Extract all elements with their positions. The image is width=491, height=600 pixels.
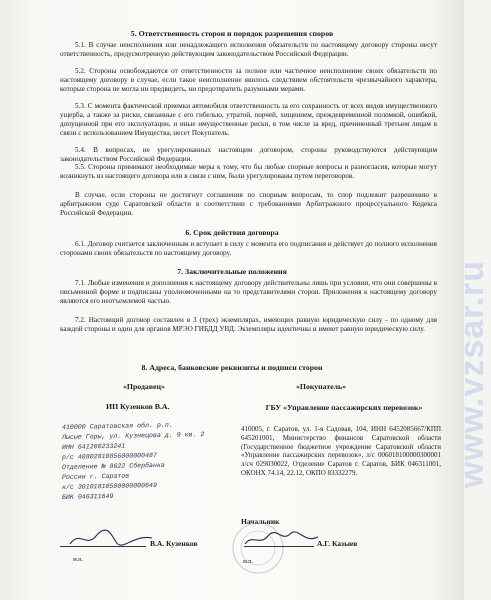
seller-corr-account: к/с 30101810500000000649	[61, 482, 158, 491]
section-7-heading: 7. Заключительные положения	[177, 267, 287, 276]
clause-7-2: 7.2. Настоящий договор составлен в 3 (трех) экземплярах, имеющих равную юридическую силу - по одному для каждой стороны и один для органов МРЭО ГИБДД УВД. Экземпляры идентичны и имеют равную юридическую силу.	[60, 316, 437, 333]
seller-bank: Отделение № 8622 Сбербанка	[61, 461, 165, 471]
clause-7-1: 7.1. Любые изменения и дополнения к настоящему договору действительны лишь при условии, что они совершены в письменной форме и подписаны уполномоченными на то представителями сторон. Приложения к настоящему договору являются его неотъемлемой частью.	[60, 279, 437, 305]
buyer-signatory: А.Г. Казыев	[317, 539, 358, 548]
seller-stamp-mark: м.п.	[73, 557, 84, 563]
seller-bank-city: России г. Саратов	[61, 472, 130, 481]
buyer-name: ГБУ «Управление пассажирских перевозок»	[265, 403, 423, 412]
section-5-heading: 5. Ответственность сторон и порядок разрешения споров	[130, 29, 334, 38]
seller-name: ИП Кузенков В.А.	[106, 402, 170, 411]
seller-bik: БИК 046311649	[61, 492, 114, 501]
buyer-label: «Покупатель»	[296, 382, 347, 391]
seller-inn: ИНН 641200233241	[61, 442, 126, 451]
seller-address-line: Лысые Горы, ул. Кузнецова д. 9 кв. 2	[61, 431, 205, 441]
seller-signature-icon	[66, 526, 156, 550]
clause-5-2: 5.2. Стороны освобождаются от ответственности за полное или частичное неисполнение своих обязательств по настоящему договору в случае, если такое неисполнение явилось следствием обстоятельств чрезвычайного характера, которые сторона не могла ни предвидеть, ни предотвратить разумными мерами.	[60, 67, 437, 93]
clause-5-5: 5.5. Стороны принимают необходимые меры к тому, что бы любые спорные вопросы и разногласия, которые могут возникнуть из настоящего договора или в связи с ним, были урегулированы путем переговоров.	[60, 163, 437, 180]
buyer-stamp-mark: м.п.	[243, 559, 254, 565]
clause-5-1: 5.1. В случае неисполнения или ненадлежащего исполнения обязательств по настоящему договору стороны несут ответственность, предусмотренную действующим законодательством Российской Федерации.	[60, 41, 437, 58]
section-8-heading: 8. Адреса, банковские реквизиты и подписи сторон	[141, 363, 323, 372]
clause-5-dispute: В случае, если стороны не достигнут соглашения по спорным вопросам, то спор подлежит разрешению в арбитражном суде Саратовской области в соответствии с требованиями Арбитражного процессуального Кодекса Российской Федерации.	[60, 191, 437, 217]
seller-label: «Продавец»	[123, 382, 165, 391]
clause-5-4: 5.4. В вопросах, не урегулированных настоящим договором, стороны руководствуются действующим законодательством Российской Федерации.	[60, 146, 437, 163]
buyer-position: Начальник	[241, 517, 280, 526]
clause-5-3: 5.3. С момента фактической приемки автомобиля ответственность за его сохранность от всех видов имущественного ущерба, а также за риски, связанные с его гибелью, утратой, порчей, хищением, преждевременной поломкой, ошибкой, допущенной при его эксплуатации, и иные имущественные риски, в том числе за вред, причиненный третьим лицам в связи с использованием Имущества, несет Покупатель.	[60, 102, 437, 137]
buyer-signature-icon	[242, 528, 322, 550]
seller-signatory: В.А. Кузенков	[150, 539, 198, 548]
buyer-details: 410005, г. Саратов, ул. 1-я Садовая, 104, ИНН 6452085667/КПП 645201001, Министерство финансов Саратовской области (Государственное бюджетное учреждение Саратовской области «Управление пассажирских перевозок», л/с 006018100000300001 л/сч 029030022, Отделение Саратов г. Саратов, БИК 046311001, ОКОНХ 74.14, 22.12, ОКПО 83332279.	[241, 425, 441, 477]
seller-account: р/с 40802810856000000487	[61, 452, 158, 461]
clause-6-1: 6.1. Договор считается заключенным и вступает в силу с момента его подписания и действует до полного исполнения сторонами своих обязательств по настоящему договору.	[60, 240, 437, 257]
watermark: www.vzsar.ru	[453, 260, 491, 489]
section-6-heading: 6. Срок действия договора	[185, 228, 279, 237]
seller-address-line: 410000 Саратовская обл. р.п.	[61, 421, 173, 431]
